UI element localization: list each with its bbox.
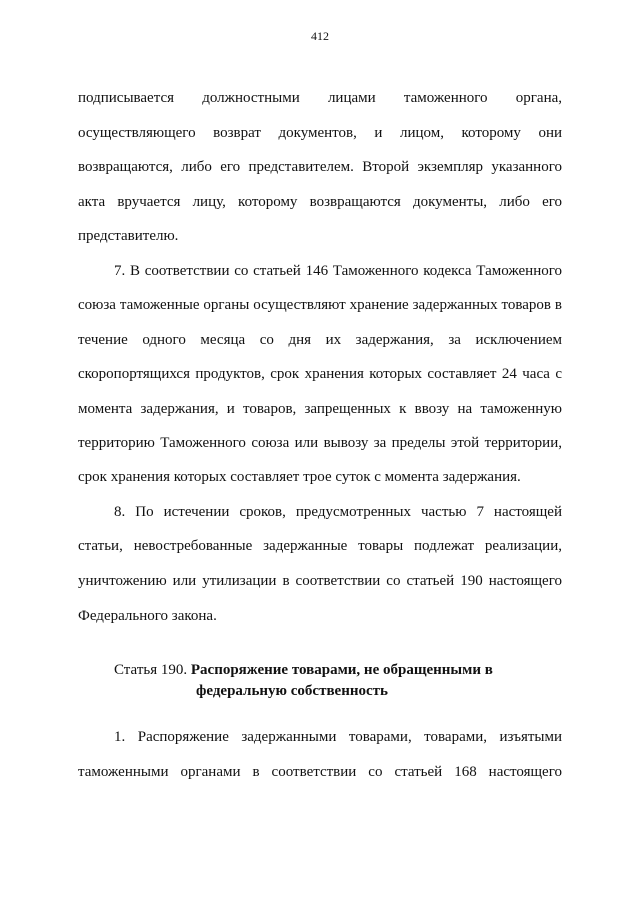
text-line: 7. В соответствии со статьей 146 Таможенного кодекса Таможенного (114, 263, 562, 279)
article-label: Статья 190. (114, 662, 188, 678)
text-line: союза таможенные органы осуществляют хранение задержанных товаров в (78, 297, 562, 313)
article-title: Распоряжение товарами, не обращенными в (190, 662, 493, 678)
text-line: статьи, невостребованные задержанные товары подлежат реализации, (78, 538, 562, 554)
text-line: уничтожению или утилизации в соответствии со статьей 190 настоящего (78, 573, 562, 589)
text-line: течение одного месяца со дня их задержания, за исключением (78, 332, 562, 348)
text-line: акта вручается лицу, которому возвращаются документы, либо его (78, 194, 562, 210)
article-title-line2: федеральную собственность (196, 683, 388, 699)
text-line: подписывается должностными лицами таможенного органа, (78, 90, 562, 106)
text-line: осуществляющего возврат документов, и лицом, которому они (78, 125, 562, 141)
text-line: Федерального закона. (78, 608, 217, 624)
article-title-continued (196, 681, 388, 701)
text-line: 1. Распоряжение задержанными товарами, товарами, изъятыми (114, 729, 562, 745)
text-line: территорию Таможенного союза или вывозу за пределы этой территории, (78, 435, 562, 451)
text-line: 8. По истечении сроков, предусмотренных частью 7 настоящей (114, 504, 562, 520)
text-line: таможенными органами в соответствии со статьей 168 настоящего (78, 764, 562, 780)
text-line: срок хранения которых составляет трое суток с момента задержания. (78, 469, 521, 485)
text-line: представителю. (78, 228, 179, 244)
article-heading (114, 660, 493, 680)
text-line: возвращаются, либо его представителем. Второй экземпляр указанного (78, 159, 562, 175)
page-number: 412 (311, 29, 329, 43)
text-line: скоропортящихся продуктов, срок хранения которых составляет 24 часа с (78, 366, 562, 382)
text-line: момента задержания, и товаров, запрещенных к ввозу на таможенную (78, 401, 562, 417)
